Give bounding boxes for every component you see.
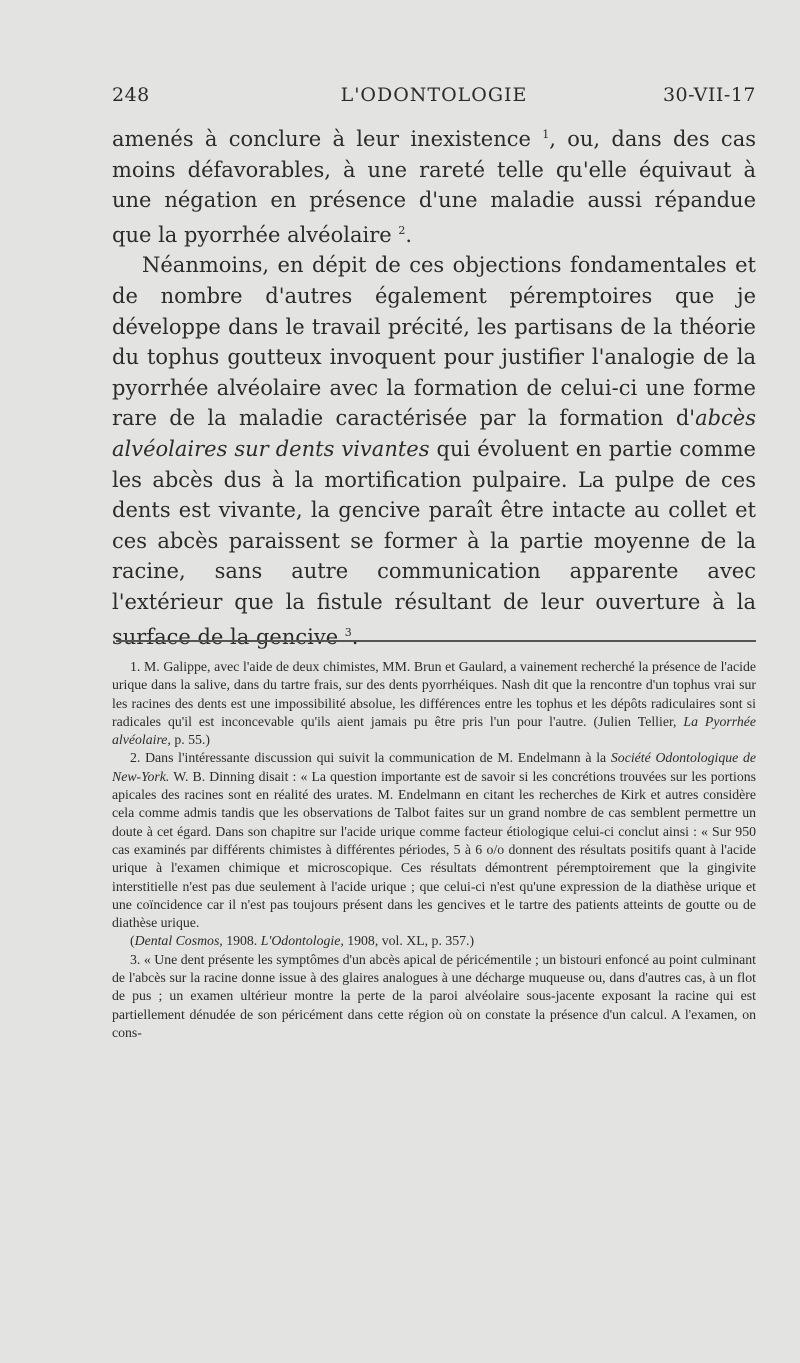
footnote-1: 1. M. Galippe, avec l'aide de deux chimistes, MM. Brun et Gaulard, a vainement recherché la présence de l'acide urique dans la salive, dans du tartre frais, sur des dents pyorrhéiques. Nash dit que la rencontre d'un tophus vrai sur les racines des dents est une impossibilité absolue, les différences entre les tophus et les dépôts radiculaires sont si radicales qu'il est inconcevable qu'ils aient jamais pu être pris l'un pour l'autre. (Julien Tellier, La Pyorrhée alvéolaire, p. 55.) xyxy=(112,659,756,748)
footnote-ref-3: 3 xyxy=(344,625,352,639)
journal-title: L'ODONTOLOGIE xyxy=(340,84,528,106)
footnotes xyxy=(112,658,756,1042)
footnote-2-citation: (Dental Cosmos, 1908. L'Odontologie, 1908, vol. XL, p. 357.) xyxy=(130,933,475,949)
footnote-separator xyxy=(116,640,756,642)
running-header xyxy=(112,84,756,118)
page-number: 248 xyxy=(112,84,150,106)
paragraph-2: Néanmoins, en dépit de ces objections fondamentales et de nombre d'autres également péremptoires que je développe dans le travail précité, les partisans de la théorie du tophus goutteux invoquent pour justifier l'analogie de la pyorrhée alvéolaire avec la formation de celui-ci une forme rare de la maladie caractérisée par la formation d'abcès alvéolaires sur dents vivantes qui évoluent en partie comme les abcès dus à la mortification pulpaire. La pulpe de ces dents est vivante, la gencive paraît être intacte au collet et ces abcès paraissent se former à la partie moyenne de la racine, sans autre communication apparente avec l'extérieur que la fistule résultant de leur ouverture à la surface de la gencive $^3$. xyxy=(112,253,756,649)
issue-date: 30-VII-17 xyxy=(662,84,756,106)
paragraph-1: amenés à conclure à leur inexistence $^1$, ou, dans des cas moins défavorables, à une rareté telle qu'elle équivaut à une négation en présence d'une maladie aussi répandue que la pyorrhée alvéolaire $^2$. xyxy=(112,127,756,247)
footnote-2: 2. Dans l'intéressante discussion qui suivit la communication de M. Endelmann à la Société Odontologique de New-York. W. B. Dinning disait : « La question importante est de savoir si les concrétions trouvées sur les portions apicales des racines sont en réalité des urates. M. Endelmann en citant les recherches de Kirk et autres considère cela comme admis tandis que les observations de Talbot faites sur un grand nombre de cas semblent permettre un doute à cet égard. Dans son chapitre sur l'acide urique comme facteur étiologique celui-ci conclut ainsi : « Sur 950 cas examinés par différents chimistes à différentes périodes, 5 à 6 o/o donnent des résultats positifs quant à l'acide urique à l'examen chimique et microscopique. Ces résultats démontrent péremptoirement que la gingivite interstitielle n'est pas due seulement à l'acide urique ; que celui-ci n'est qu'une expression de la diathèse urique et une coïncidence car il n'est pas toujours présent dans les gencives et le tartre des patients atteints de goutte ou de diathèse urique. xyxy=(112,750,757,931)
footnote-ref-2: 2 xyxy=(398,223,406,237)
footnote-3: 3. « Une dent présente les symptômes d'un abcès apical de péricémentile ; un bistouri enfoncé au point culminant de l'abcès sur la racine donne issue à des glaires analogues à une décharge muqueuse ou, dans d'autres cas, à un flot de pus ; un examen ultérieur montre la perte de la paroi alvéolaire sous-jacente exposant la racine qui est partiellement dénudée de son péricément dans cette région où on constate la présence d'un calcul. A l'examen, on cons- xyxy=(112,951,756,1040)
footnote-ref-1: 1 xyxy=(542,128,550,141)
main-text xyxy=(112,120,756,652)
italic-term: abcès alvéolaires sur dents vivantes xyxy=(112,406,756,461)
